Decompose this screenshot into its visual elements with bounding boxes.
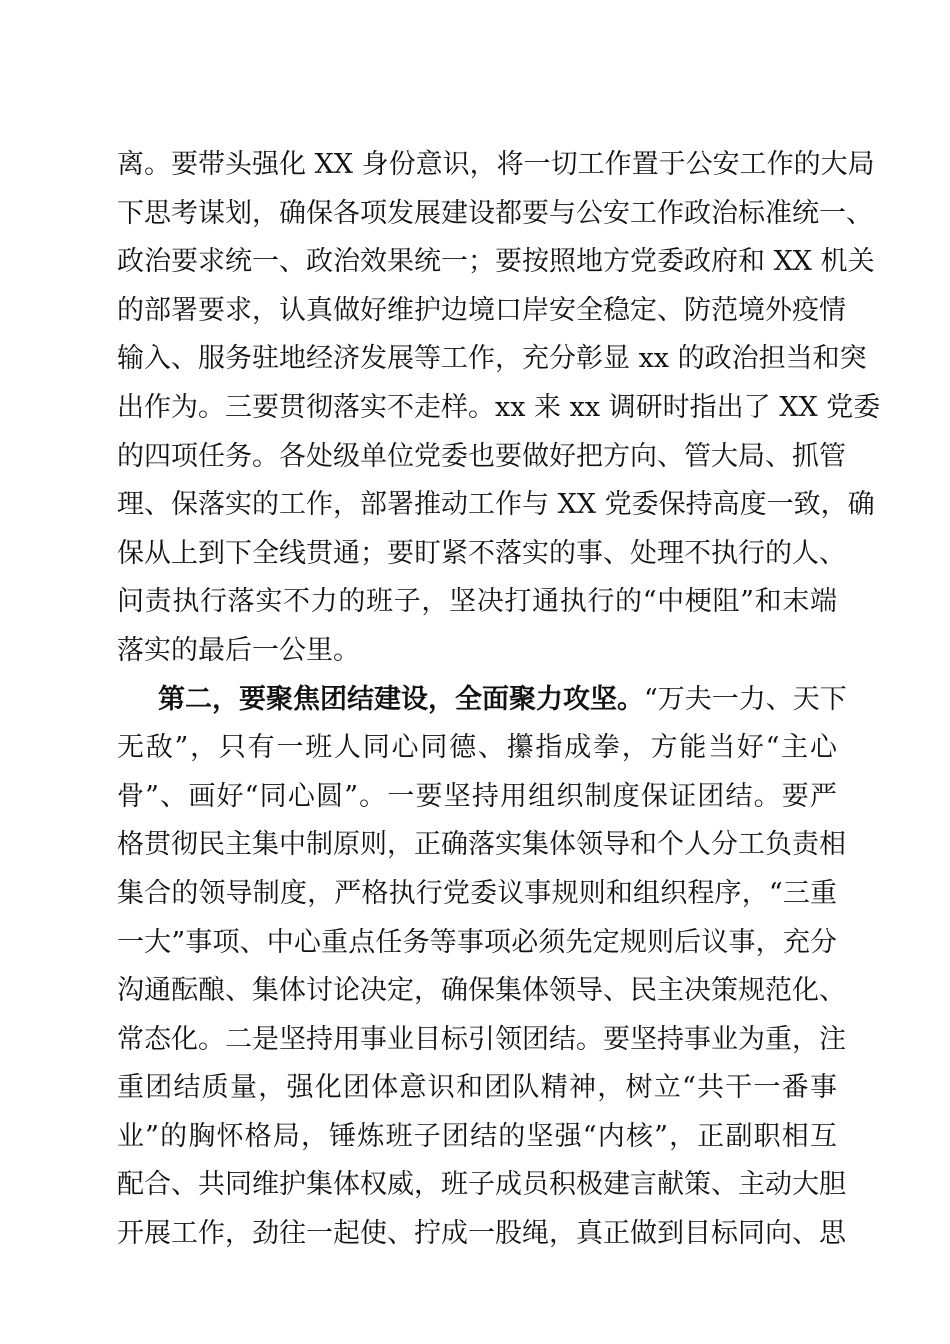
text-line: 沟通酝酿、集体讨论决定，确保集体领导、民主决策规范化、 — [117, 975, 846, 1007]
text-line: 问责执行落实不力的班子，坚决打通执行的“中梗阻”和末端 — [117, 586, 837, 618]
text-line: 开展工作，劲往一起使、拧成一股绳，真正做到目标同向、思 — [117, 1218, 846, 1250]
text-line: 落实的最后一公里。 — [117, 634, 360, 666]
text-line: 政治要求统一、政治效果统一；要按照地方党委政府和 XX 机关 — [117, 246, 875, 278]
text-line: 离。要带头强化 XX 身份意识，将一切工作置于公安工作的大局 — [117, 149, 875, 180]
text-line: 理、保落实的工作，部署推动工作与 XX 党委保持高度一致，确 — [117, 489, 875, 521]
text-run: “万夫一力、天下 — [644, 683, 847, 715]
text-line: 配合、共同维护集体权威，班子成员积极建言献策、主动大胆 — [117, 1169, 846, 1201]
text-line: 输入、服务驻地经济发展等工作，充分彰显 xx 的政治担当和突 — [117, 343, 867, 375]
text-line: 骨”、画好“同心圆”。一要坚持用组织制度保证团结。要严 — [117, 780, 837, 812]
text-line: 的四项任务。各处级单位党委也要做好把方向、管大局、抓管 — [117, 440, 846, 472]
text-line: 无敌”，只有一班人同心同德、攥指成拳，方能当好“主心 — [117, 732, 837, 764]
text-line: 出作为。三要贯彻落实不走样。xx 来 xx 调研时指出了 XX 党委 — [117, 391, 881, 423]
paragraph-1 — [117, 141, 881, 676]
text-line: 保从上到下全线贯通；要盯紧不落实的事、处理不执行的人、 — [117, 537, 846, 569]
paragraph-2 — [117, 676, 847, 1259]
section-heading: 第二，要聚焦团结建设，全面聚力攻坚。 — [158, 683, 644, 715]
text-line: 业”的胸怀格局，锤炼班子团结的坚强“内核”，正副职相互 — [117, 1120, 837, 1152]
text-line: 集合的领导制度，严格执行党委议事规则和组织程序，“三重 — [117, 877, 837, 909]
text-line: 一大”事项、中心重点任务等事项必须先定规则后议事，充分 — [117, 926, 837, 958]
paragraph-first-line — [117, 676, 847, 725]
text-line: 重团结质量，强化团体意识和团队精神，树立“共干一番事 — [117, 1072, 837, 1104]
text-line: 的部署要求，认真做好维护边境口岸安全稳定、防范境外疫情 — [117, 294, 846, 326]
text-line: 下思考谋划，确保各项发展建设都要与公安工作政治标准统一、 — [117, 197, 873, 229]
text-line: 常态化。二是坚持用事业目标引领团结。要坚持事业为重，注 — [117, 1023, 846, 1055]
document-body — [117, 141, 881, 1259]
text-line: 格贯彻民主集中制原则，正确落实集体领导和个人分工负责相 — [117, 829, 846, 861]
